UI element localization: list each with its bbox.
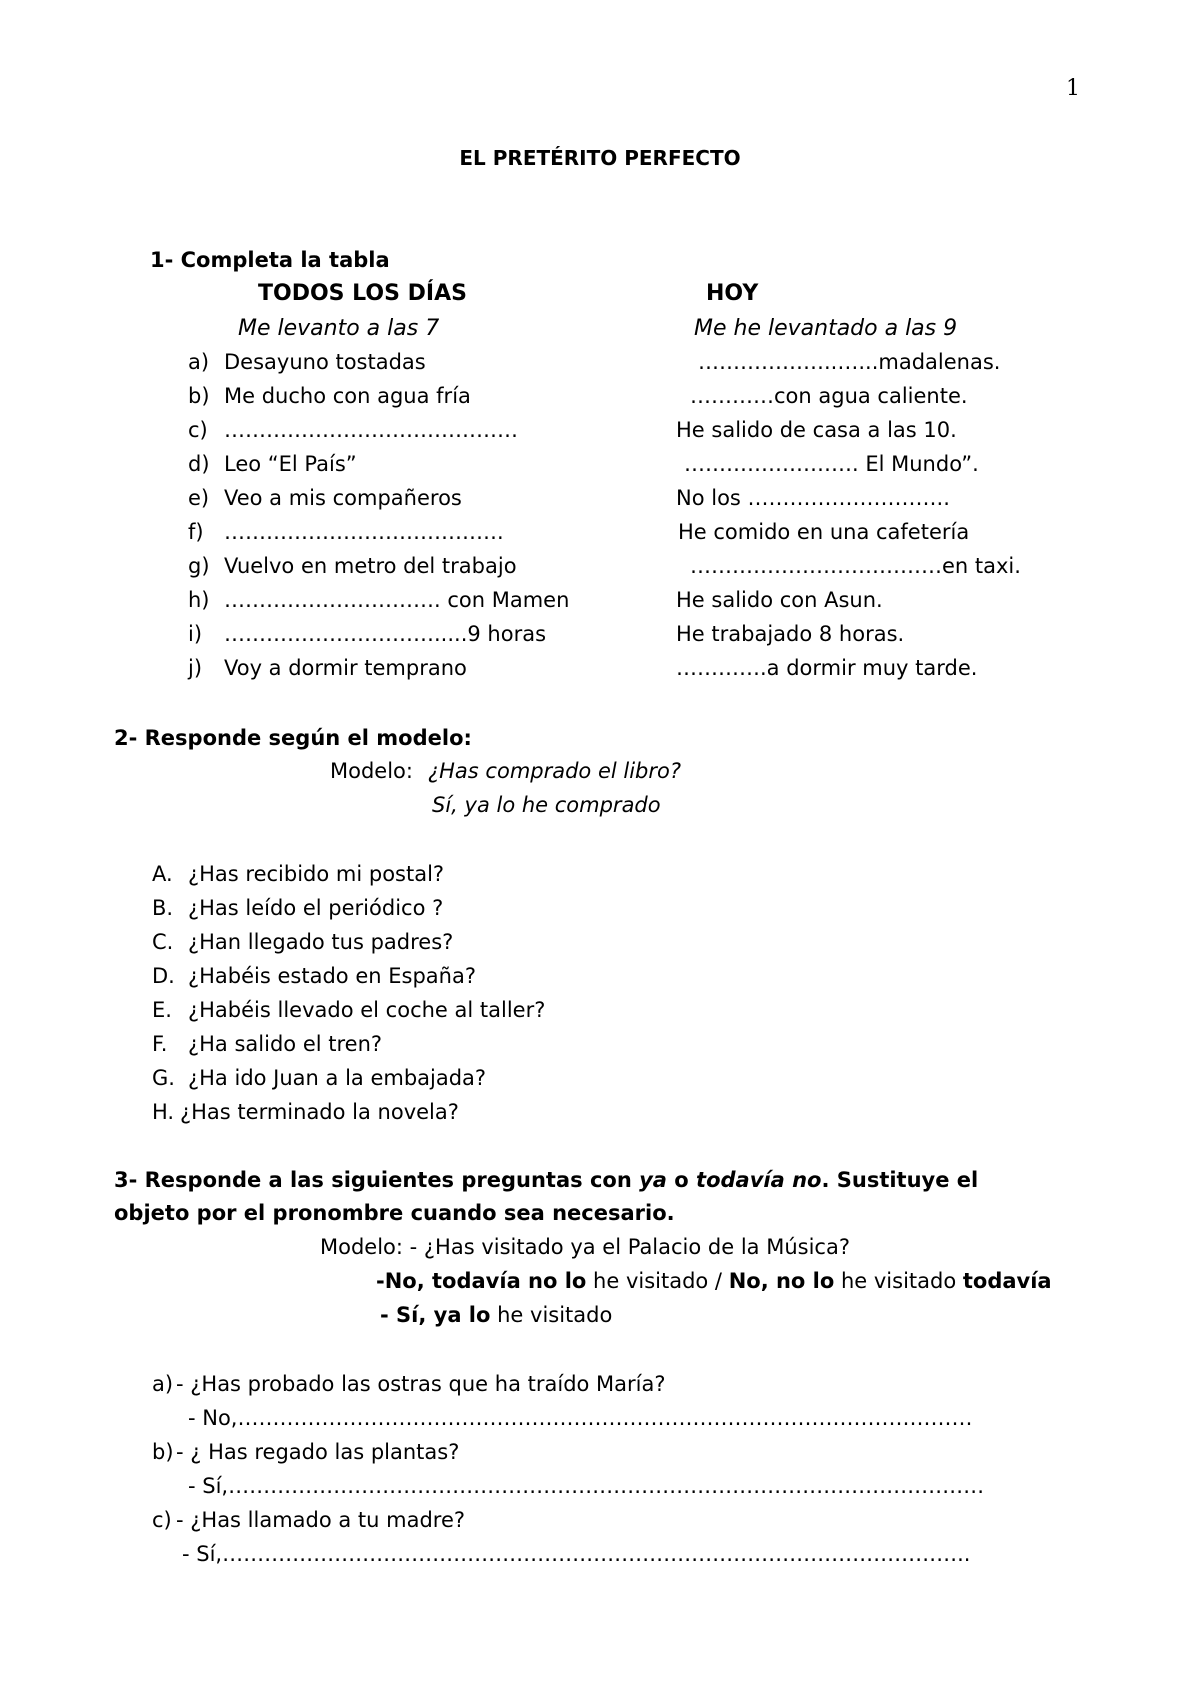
model-line-3: - Sí, ya lo he visitado [380,1303,613,1327]
item-letter: F. [152,1032,168,1056]
row-letter: g) [188,554,210,578]
item-question: - ¿Has llamado a tu madre? [176,1508,466,1532]
model-right: Me he levantado a las 9 [694,316,958,341]
row-left: Me ducho con agua fría [224,384,471,408]
item-question: ¿Ha ido Juan a la embajada? [188,1066,487,1090]
answer-blank[interactable]: - No,…………………………………………………………………………………………… [188,1406,973,1430]
row-letter: h) [188,588,210,612]
model-label: Modelo: [330,759,413,783]
row-right: ………….a dormir muy tarde. [676,656,978,680]
model-line-2: -No, todavía no lo he visitado / No, no lo he visitado todavía [376,1269,1052,1293]
row-right: …………con agua caliente. [690,384,968,408]
item-label: a) [152,1372,174,1396]
row-right: He salido con Asun. [676,588,883,612]
item-question: ¿Has terminado la novela? [180,1100,459,1124]
model-left: Me levanto a las 7 [238,316,440,341]
section1-heading: 1- Completa la tabla [150,248,390,272]
item-question: - ¿Has probado las ostras que ha traído María? [176,1372,666,1396]
item-letter: E. [152,998,172,1022]
answer-blank[interactable]: - Sí,…………………………………………………………………………………………….. [182,1542,971,1566]
row-left: Desayuno tostadas [224,350,426,374]
row-letter: j) [188,656,203,680]
page-title: EL PRETÉRITO PERFECTO [459,146,741,170]
item-question: ¿Habéis llevado el coche al taller? [188,998,546,1022]
section2-heading: 2- Responde según el modelo: [114,726,472,750]
row-right: He salido de casa a las 10. [676,418,957,442]
answer-blank[interactable]: - Sí,……………………………………………………………………………………………… [188,1474,985,1498]
row-left: ………………………….....9 horas [224,622,547,646]
item-question: ¿Han llegado tus padres? [188,930,454,954]
row-letter: b) [188,384,210,408]
row-right: ………………………………en taxi. [690,554,1021,578]
row-left: Voy a dormir temprano [224,656,467,680]
section3-heading: 3- Responde a las siguientes preguntas con ya o todavía no. Sustituye el [114,1168,979,1192]
item-question: ¿Has recibido mi postal? [188,862,445,886]
row-letter: c) [188,418,208,442]
row-letter: a) [188,350,210,374]
model-question: ¿Has comprado el libro? [428,759,682,783]
row-left: Leo “El País” [224,452,357,476]
item-letter: A. [152,862,173,886]
item-letter: C. [152,930,174,954]
row-letter: d) [188,452,210,476]
row-letter: i) [188,622,203,646]
item-question: ¿Habéis estado en España? [188,964,476,988]
section3-heading-line2: objeto por el pronombre cuando sea necesario. [114,1201,675,1225]
row-right: ………………..…...madalenas. [698,350,1001,374]
item-label: b) [152,1440,174,1464]
row-right: He comido en una cafetería [678,520,970,544]
row-right: He trabajado 8 horas. [676,622,905,646]
item-letter: D. [152,964,175,988]
item-question: ¿Ha salido el tren? [188,1032,383,1056]
item-question: - ¿ Has regado las plantas? [176,1440,460,1464]
row-letter: e) [188,486,210,510]
row-right: No los ……………………….. [676,486,950,510]
item-letter: B. [152,896,174,920]
column-header-right: HOY [706,281,759,306]
item-letter: G. [152,1066,175,1090]
row-letter: f) [188,520,204,544]
page-number: 1 [1066,76,1080,101]
model-answer: Sí, ya lo he comprado [432,793,661,817]
row-right: ……………………. El Mundo”. [684,452,979,476]
row-left: …………………………………. [224,520,504,544]
row-left: …………………………………… [224,418,518,442]
column-header-left: TODOS LOS DÍAS [258,281,467,306]
item-letter: H. [152,1100,175,1124]
model-line-1: Modelo: - ¿Has visitado ya el Palacio de la Música? [320,1235,850,1259]
row-left: …………………………. con Mamen [224,588,570,612]
row-left: Vuelvo en metro del trabajo [224,554,517,578]
item-label: c) [152,1508,172,1532]
item-question: ¿Has leído el periódico ? [188,896,444,920]
row-left: Veo a mis compañeros [224,486,462,510]
